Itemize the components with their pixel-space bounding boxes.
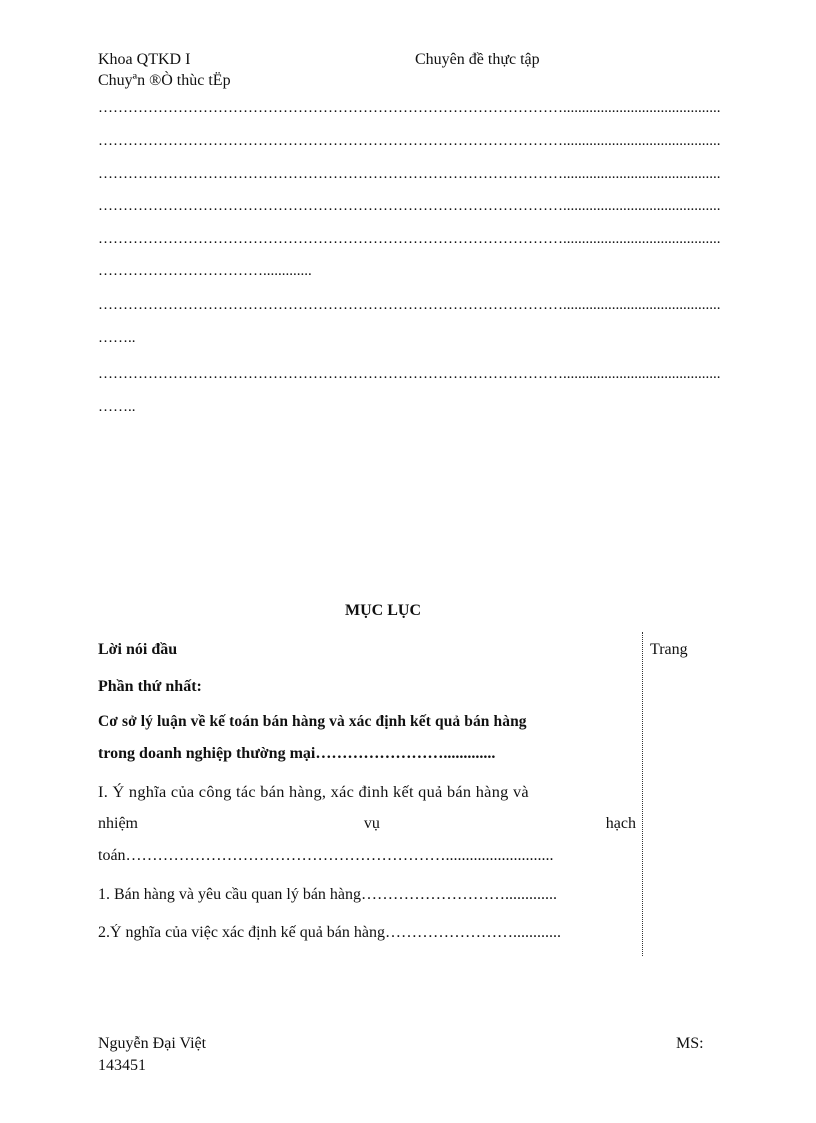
footer-ms-label: MS: [676, 1035, 704, 1052]
dotted-line: ………………………………………………………………………………….......................................... [98, 100, 721, 116]
toc-part-one-title-line1: Cơ sở lý luận về kế toán bán hàng và xác định kết quả bán hàng [98, 713, 527, 730]
dotted-line: ………………………………………………………………………………….......................................... [98, 231, 721, 247]
toc-item-2: 2.Ý nghĩa của việc xác định kế quả bán hàng……………………............ [98, 924, 562, 941]
dotted-line: ………………………………………………………………………………….......................................... [98, 198, 721, 214]
toc-page-label: Trang [650, 641, 688, 658]
toc-part-one-title-line2: trong doanh nghiệp thường mại……………………............. [98, 745, 496, 762]
dotted-line: ………………………………………………………………………………….......................................... [98, 366, 721, 382]
footer-author: Nguyễn Đại Việt [98, 1035, 207, 1052]
footer-ms-value: 143451 [98, 1057, 146, 1074]
dotted-line: ………………………………………………………………………………….......................................... [98, 133, 721, 149]
toc-preface: Lời nói đầu [98, 641, 178, 658]
toc-word: hạch [605, 815, 636, 832]
dotted-line: …….. [98, 399, 136, 415]
toc-column-divider [642, 632, 643, 956]
doc-type-label: Chuyên đề thực tập [415, 51, 540, 68]
dotted-line: …….. [98, 330, 136, 346]
toc-part-one: Phần thứ nhất: [98, 678, 202, 695]
toc-item-1: 1. Bán hàng và yêu cầu quan lý bán hàng………………………............. [98, 886, 558, 903]
dotted-line: ………………………………………………………………………………….......................................... [98, 166, 721, 182]
toc-section-one-line3: toán……………………………………………………........................... [98, 847, 554, 864]
toc-word: vụ [363, 815, 380, 832]
toc-heading: MỤC LỤC [345, 602, 421, 619]
doc-type-garbled: Chuyªn ®Ò thùc tËp [98, 72, 231, 89]
dotted-line: ……………………………............. [98, 263, 312, 279]
dotted-line: ………………………………………………………………………………….......................................... [98, 297, 721, 313]
toc-section-one-line2 [98, 815, 636, 833]
faculty-label: Khoa QTKD I [98, 51, 191, 68]
toc-word: nhiệm [98, 815, 138, 832]
toc-section-one-line1: I. Ý nghĩa của công tác bán hàng, xác đinh kết quả bán hàng và [98, 782, 529, 801]
